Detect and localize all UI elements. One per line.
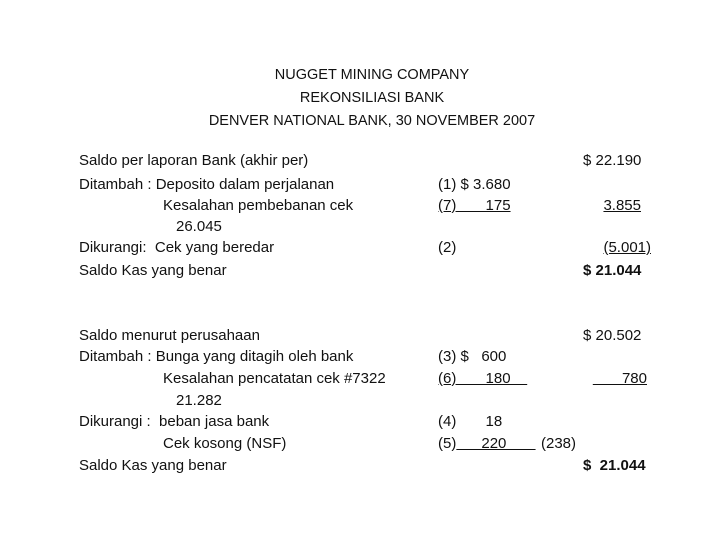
report-title: REKONSILIASI BANK: [299, 90, 445, 106]
company-correct-balance-value: $ 21.044: [583, 457, 646, 474]
company-add-subtotal: 780: [592, 370, 647, 387]
bank-less-item-2: (2): [438, 239, 457, 256]
bank-balance-value: $ 22.190: [583, 152, 642, 169]
bank-add-label: Ditambah : Deposito dalam perjalanan: [79, 176, 335, 193]
bank-less-label: Dikurangi: Cek yang beredar: [79, 239, 275, 256]
company-add-label: Ditambah : Bunga yang ditagih oleh bank: [79, 348, 354, 365]
bank-less-subtotal: (5.001): [603, 239, 651, 256]
company-less-item-4: (4) 18: [438, 413, 503, 430]
company-stray-number: 21.282: [176, 392, 222, 409]
company-add-item-3: (3) $ 600: [438, 348, 507, 365]
company-add-item-6: (6) 180: [438, 370, 528, 387]
company-nsf-label: Cek kosong (NSF): [163, 435, 287, 452]
company-balance-label: Saldo menurut perusahaan: [79, 327, 260, 344]
company-error-label: Kesalahan pencatatan cek #7322: [163, 370, 386, 387]
bank-correct-balance-label: Saldo Kas yang benar: [79, 262, 227, 279]
company-name: NUGGET MINING COMPANY: [274, 67, 470, 83]
bank-error-label: Kesalahan pembebanan cek: [163, 197, 354, 214]
item-5-prefix: (5): [438, 435, 457, 452]
report-subtitle: DENVER NATIONAL BANK, 30 NOVEMBER 2007: [208, 113, 536, 129]
company-less-item-5: [438, 435, 536, 453]
item-5-value: 220: [456, 435, 536, 452]
company-less-subtotal: (238): [541, 435, 577, 452]
bank-stray-number: 26.045: [176, 218, 222, 235]
bank-add-item-1: (1) $ 3.680: [438, 176, 511, 193]
bank-add-item-7: (7) 175: [438, 197, 511, 214]
bank-correct-balance-value: $ 21.044: [583, 262, 642, 279]
company-correct-balance-label: Saldo Kas yang benar: [79, 457, 227, 474]
bank-add-subtotal: 3.855: [603, 197, 641, 214]
company-balance-value: $ 20.502: [583, 327, 642, 344]
bank-balance-label: Saldo per laporan Bank (akhir per): [79, 152, 309, 169]
company-less-label: Dikurangi : beban jasa bank: [79, 413, 270, 430]
